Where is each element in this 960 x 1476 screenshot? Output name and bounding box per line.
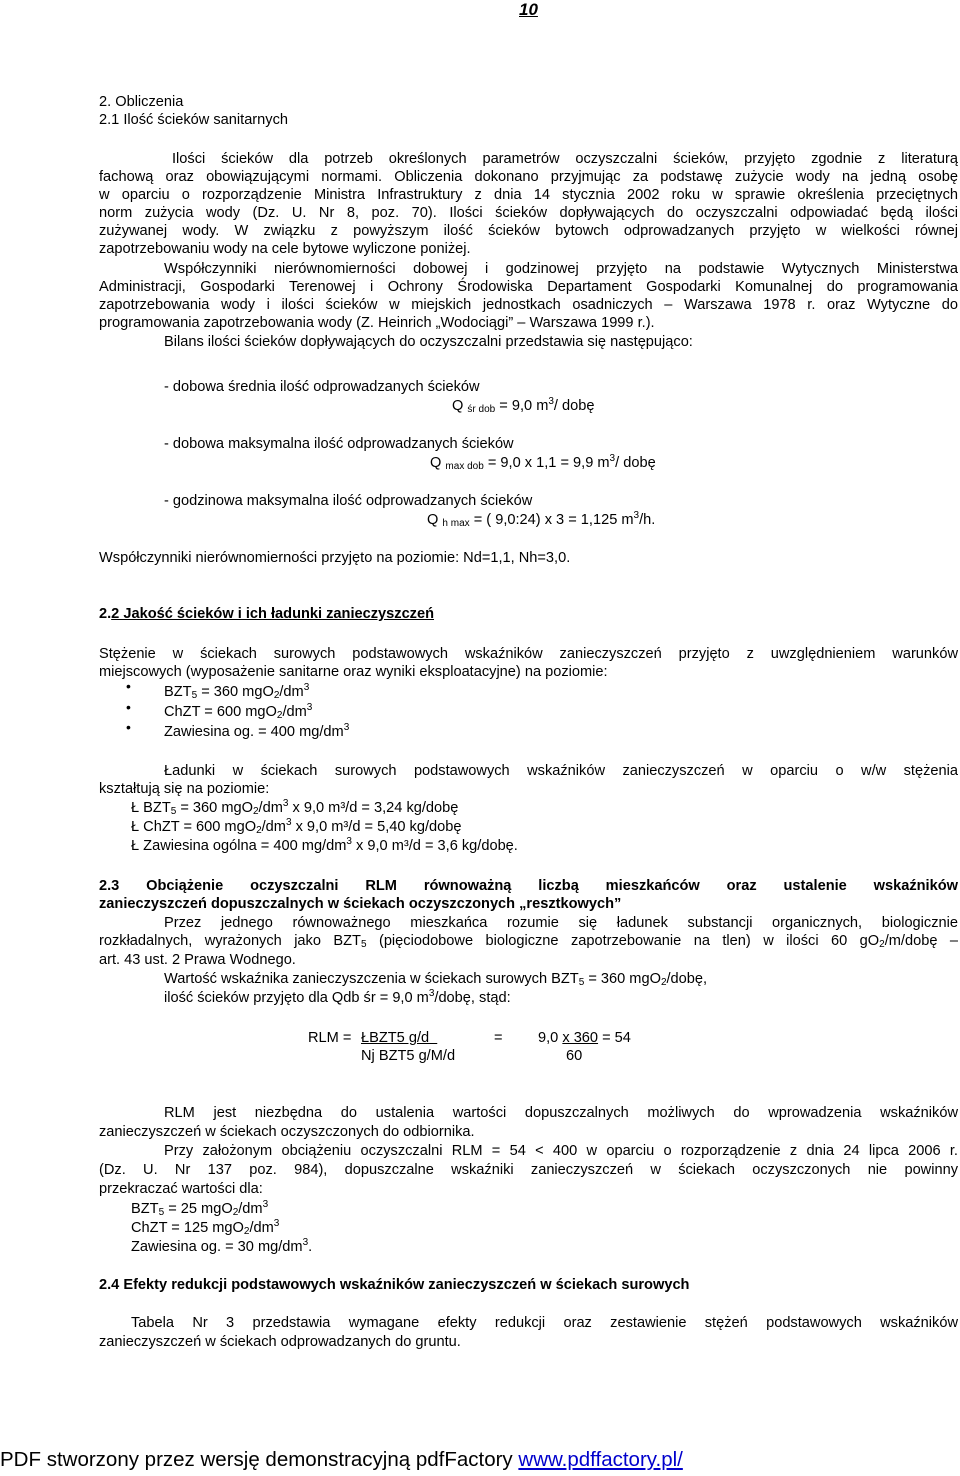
paragraph-line: miejscowych (wyposażenie sanitarne oraz wyniki eksploatacyjne) na poziomie: <box>99 664 608 680</box>
paragraph-line: norm zużycia wody (Dz. U. Nr 8, poz. 70). Ilości ścieków dopływających do oczyszczalni odpowiadać będą ilości <box>99 205 958 221</box>
paragraph-line: Współczynniki nierównomierności dobowej i godzinowej przyjęto na podstawie Wytycznych Ministerstwa <box>164 261 958 277</box>
paragraph-line: zużywanej wody. W związku z powyższym ilość ścieków bytowch odprowadzanych przyjęto w wielkości równej <box>99 223 958 239</box>
page-number: 10 <box>519 0 538 19</box>
formula: Q $_{max dob}$ = 9,0 x 1,1 = 9,9 $m^3/$ dobę <box>430 453 656 472</box>
paragraph-line: ilość ścieków przyjęto dla Qdb śr = 9,0 $m^3$/dobę, stąd: <box>164 988 511 1006</box>
paragraph-line: Ładunki w ściekach surowych podstawowych wskaźników zanieczyszczeń w oparciu o w/w stężenia <box>164 763 958 779</box>
paragraph-line: Przy założonym obciążeniu oczyszczalni RLM = 54 < 400 w oparciu o rozporządzenie z dnia 24 lipca 2006 r. <box>164 1143 958 1159</box>
paragraph-line: Administracji, Gospodarki Terenowej i Ochrony Środowiska Departament Gospodarki Komunalnej do programowania <box>99 279 958 295</box>
paragraph-line: Przez jednego równoważnego mieszkańca rozumie się ładunek substancji organicznych, biologicznie <box>164 915 958 931</box>
paragraph-line: w oparciu o rozporządzenie Ministra Infrastruktury z dnia 14 stycznia 2002 roku w sprawie określenia przeciętnych <box>99 187 958 203</box>
paragraph-line: zapotrzebowaniu wody na cele bytowe wyliczone poniżej. <box>99 241 471 257</box>
paragraph-line: zapotrzebowania wody i ilości ścieków w miejskich jednostkach osadniczych – Warszawa 1978 r. oraz Wytyczne do <box>99 297 958 313</box>
rlm-value: 9,0 x 360 = 54 <box>538 1030 631 1046</box>
limit-line: Zawiesina og. = 30 $mg/dm^3$. <box>131 1237 313 1255</box>
paragraph-line: (Dz. U. Nr 137 poz. 984), dopuszczalne wskaźniki zanieczyszczeń w ściekach oczyszczonych nie powinny <box>99 1162 958 1178</box>
load-line: Ł ChZT = 600 $mgO_2/dm^3$ x 9,0 m³/d = 5,40 kg/dobę <box>131 817 462 836</box>
rlm-numerator: ŁBZT5 g/d <box>361 1030 438 1046</box>
pdf-watermark-footer: PDF stworzony przez wersję demonstracyjną pdfFactory www.pdffactory.pl/ <box>0 1448 683 1471</box>
formula: Q $_{h max}$ = ( 9,0:24) x 3 = 1,125 $m^3/h$. <box>427 510 656 529</box>
paragraph-line: Stężenie w ściekach surowych podstawowych wskaźników zanieczyszczeń przyjęto z uwzględnieniem warunków <box>99 646 958 662</box>
bullet-item: $BZT_5 = 360$ $mgO_2/dm^3$ <box>164 682 310 701</box>
paragraph-line: zanieczyszczeń w ściekach odprowadzanych do gruntu. <box>99 1334 461 1350</box>
bullet: • <box>126 678 131 694</box>
load-line: Ł $BZT_5 = 360$ $mgO_2/dm^3$ x 9,0 m³/d = 3,24 kg/dobę <box>131 798 459 817</box>
bullet-item: Zawiesina og. = 400 $mg/dm^3$ <box>164 722 350 740</box>
subsection-heading: 2.1 Ilość ścieków sanitarnych <box>99 112 288 128</box>
pdffactory-link[interactable]: www.pdffactory.pl/ <box>518 1448 683 1471</box>
rlm-denominator-value: 60 <box>566 1048 583 1064</box>
limit-line: $BZT_5 = 25$ $mgO_2/dm^3$ <box>131 1199 269 1218</box>
paragraph-line: Wartość wskaźnika zanieczyszczenia w ściekach surowych $BZT_5 = 360$ mgO$_2$/dobę, <box>164 971 708 988</box>
paragraph-line: Tabela Nr 3 przedstawia wymagane efekty redukcji oraz zestawienie stężeń podstawowych wskaźników <box>131 1315 958 1331</box>
section-24-heading: 2.4 Efekty redukcji podstawowych wskaźników zanieczyszczeń w ściekach surowych <box>99 1277 690 1293</box>
formula-label: - dobowa maksymalna ilość odprowadzanych ścieków <box>164 436 514 452</box>
limit-line: ChZT = 125 $mgO_2/dm^3$ <box>131 1218 280 1237</box>
paragraph-line: Ilości ścieków dla potrzeb określonych parametrów oczyszczalni ścieków, przyjęto zgodnie z literaturą <box>172 151 958 167</box>
bullet-item: ChZT = 600 $mgO_2/dm^3$ <box>164 702 313 721</box>
formula: Q $_{śr dob}$ = 9,0 $m^3/$ dobę <box>452 396 595 415</box>
rlm-denominator: Nj BZT5 g/M/d <box>361 1048 456 1064</box>
rlm-equals: = <box>494 1030 503 1046</box>
paragraph-line: rozkładalnych, wyrażonych jako $BZT_5$ (pięciodobowe biologiczne zapotrzebowanie na tlen) w ilości 60 $gO_2/m$/dobę – <box>99 933 958 950</box>
paragraph-line: Bilans ilości ścieków dopływających do oczyszczalni przedstawia się następująco: <box>164 334 693 350</box>
rlm-label: RLM = <box>308 1030 352 1046</box>
section-23-heading-cont: zanieczyszczeń dopuszczalnych w ściekach oczyszczonych „resztkowych” <box>99 896 622 912</box>
section-heading: 2. Obliczenia <box>99 94 184 110</box>
paragraph-line: kształtują się na poziomie: <box>99 781 270 797</box>
paragraph-line: programowania zapotrzebowania wody (Z. Heinrich „Wodociągi” – Warszawa 1999 r.). <box>99 315 655 331</box>
paragraph-line: zanieczyszczeń w ściekach oczyszczonych do odbiornika. <box>99 1124 475 1140</box>
coefficients-line: Współczynniki nierównomierności przyjęto na poziomie: Nd=1,1, Nh=3,0. <box>99 550 571 566</box>
paragraph-line: przekraczać wartości dla: <box>99 1181 263 1197</box>
paragraph-line: RLM jest niezbędna do ustalenia wartości dopuszczalnych możliwych do wprowadzenia wskaźników <box>164 1105 958 1121</box>
formula-label: - godzinowa maksymalna ilość odprowadzanych ścieków <box>164 493 533 509</box>
paragraph-line: art. 43 ust. 2 Prawa Wodnego. <box>99 952 296 968</box>
formula-label: - dobowa średnia ilość odprowadzanych ścieków <box>164 379 480 395</box>
load-line: Ł Zawiesina ogólna = 400 $mg/dm^3$ x 9,0 m³/d = 3,6 kg/dobę. <box>131 836 518 854</box>
section-22-heading: 2.2 Jakość ścieków i ich ładunki zanieczyszczeń <box>99 606 435 622</box>
bullet: • <box>126 699 131 715</box>
section-23-heading: 2.3 Obciążenie oczyszczalni RLM równoważną liczbą mieszkańców oraz ustalenie wskaźników <box>99 878 958 894</box>
bullet: • <box>126 719 131 735</box>
paragraph-line: fachową oraz obowiązującymi normami. Obliczenia dokonano przyjmując za podstawę zużycie wody na jedną osobę <box>99 169 958 185</box>
